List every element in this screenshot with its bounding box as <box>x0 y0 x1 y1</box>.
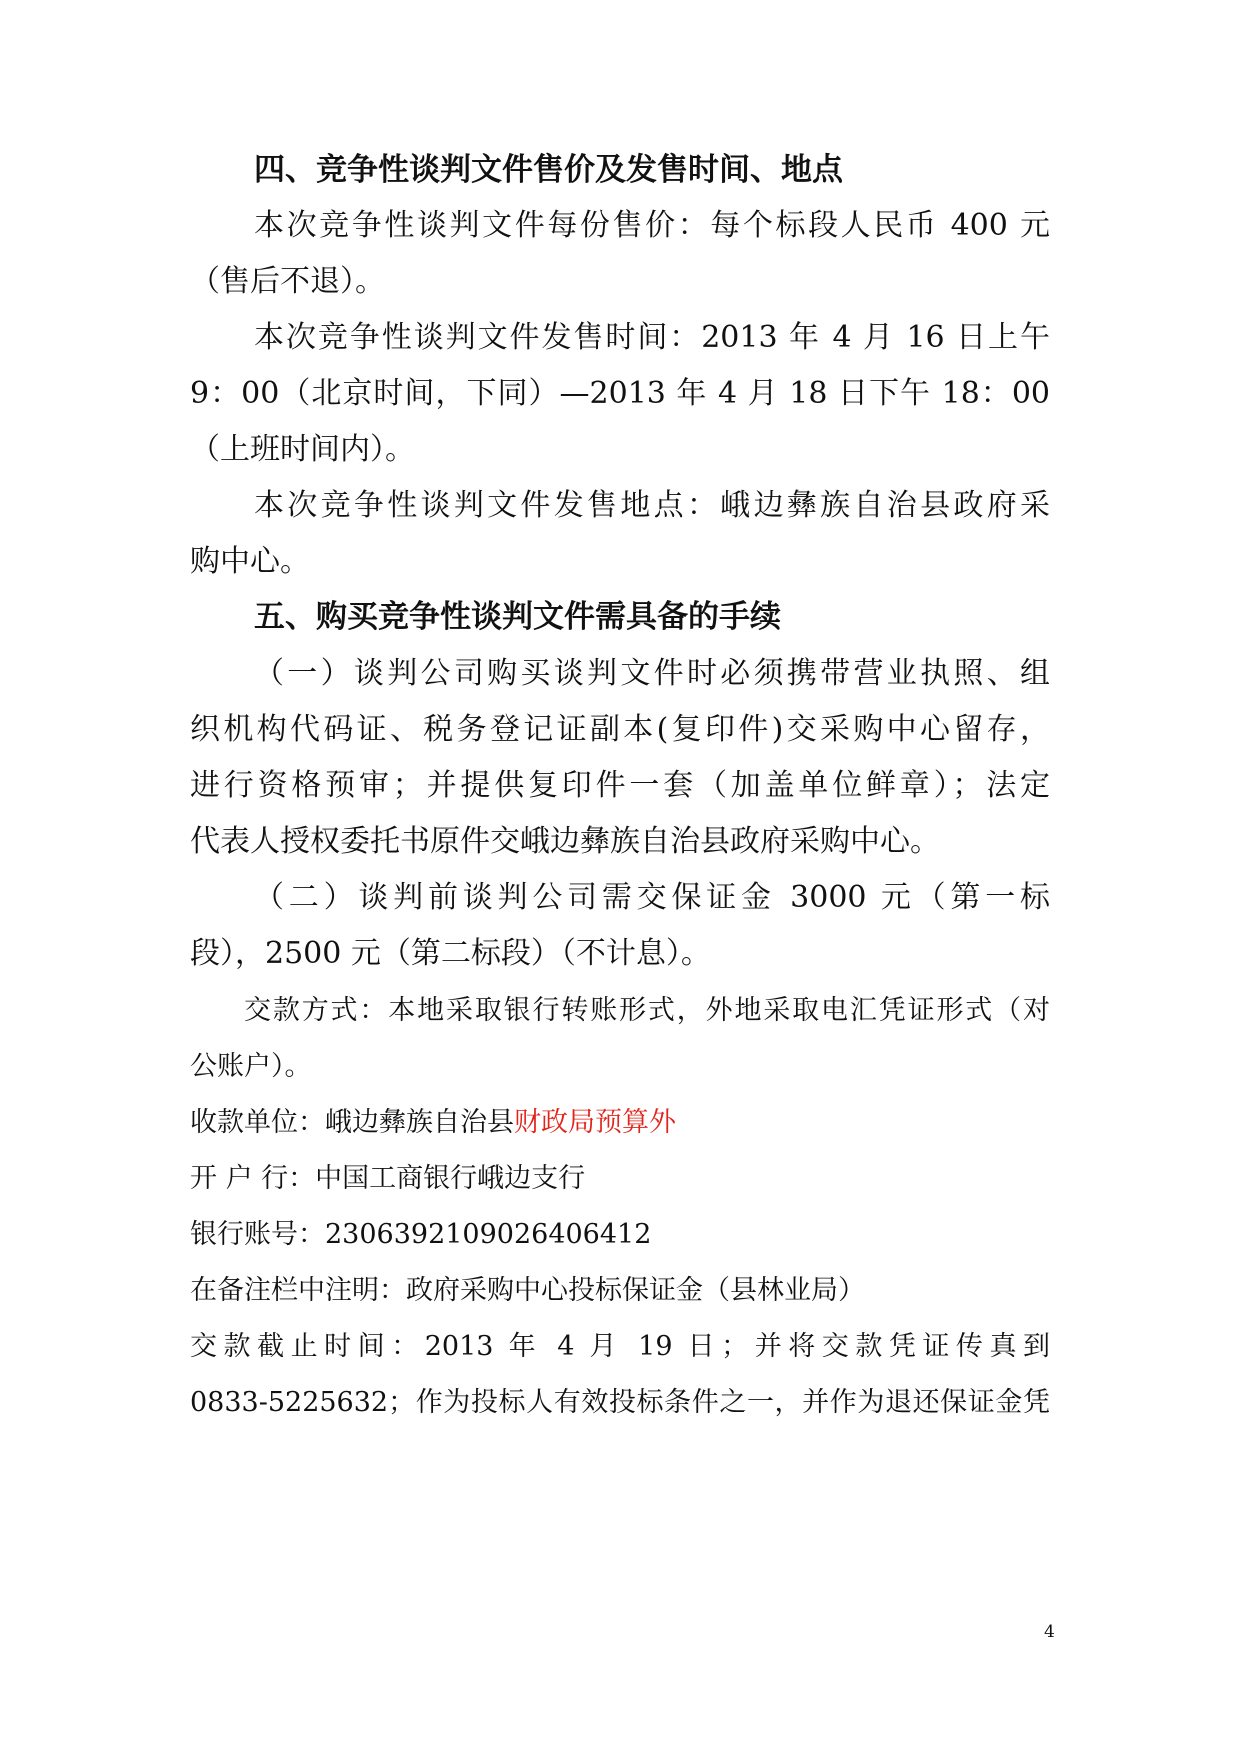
section-5-heading: 五、购买竞争性谈判文件需具备的手续 <box>254 599 781 635</box>
deadline-line-1: 交款截止时间：2013 年 4 月 19 日；并将交款凭证传真到 <box>190 1331 1050 1362</box>
sale-place-line-1: 本次竞争性谈判文件发售地点：峨边彝族自治县政府采 <box>254 488 1050 523</box>
deadline-line-2: 0833-5225632；作为投标人有效投标条件之一，并作为退还保证金凭 <box>190 1387 1050 1418</box>
requirement-1-line-2: 织机构代码证、税务登记证副本(复印件)交采购中心留存， <box>190 712 1050 747</box>
payee-highlight: 财政局预算外 <box>514 1107 676 1138</box>
requirement-2-line-2: 段），2500 元（第二标段）（不计息）。 <box>190 936 711 971</box>
payee-line <box>190 1103 1050 1143</box>
account-line: 银行账号：2306392109026406412 <box>190 1219 652 1250</box>
payment-method-line-2: 公账户）。 <box>190 1051 312 1082</box>
payment-method-line-1: 交款方式：本地采取银行转账形式，外地采取电汇凭证形式（对 <box>244 995 1050 1026</box>
price-text-line-1: 本次竞争性谈判文件每份售价：每个标段人民币 400 元 <box>254 208 1050 243</box>
requirement-2-line-1: （二）谈判前谈判公司需交保证金 3000 元（第一标 <box>254 880 1050 915</box>
section-4-heading: 四、竞争性谈判文件售价及发售时间、地点 <box>254 152 843 188</box>
payee-label: 收款单位：峨边彝族自治县 <box>190 1107 514 1138</box>
requirement-1-line-4: 代表人授权委托书原件交峨边彝族自治县政府采购中心。 <box>190 824 940 859</box>
sale-time-line-3: （上班时间内）。 <box>190 432 415 467</box>
sale-time-line-1: 本次竞争性谈判文件发售时间：2013 年 4 月 16 日上午 <box>254 320 1050 355</box>
page-number: 4 <box>1044 1622 1055 1642</box>
requirement-1-line-1: （一）谈判公司购买谈判文件时必须携带营业执照、组 <box>254 656 1050 691</box>
bank-line: 开 户 行：中国工商银行峨边支行 <box>190 1163 586 1194</box>
requirement-1-line-3: 进行资格预审；并提供复印件一套（加盖单位鲜章）；法定 <box>190 768 1050 803</box>
sale-time-line-2: 9：00（北京时间，下同）—2013 年 4 月 18 日下午 18：00 <box>190 376 1050 411</box>
memo-line: 在备注栏中注明：政府采购中心投标保证金（县林业局） <box>190 1275 865 1306</box>
price-text-line-2: （售后不退）。 <box>190 264 385 299</box>
sale-place-line-2: 购中心。 <box>190 544 310 579</box>
